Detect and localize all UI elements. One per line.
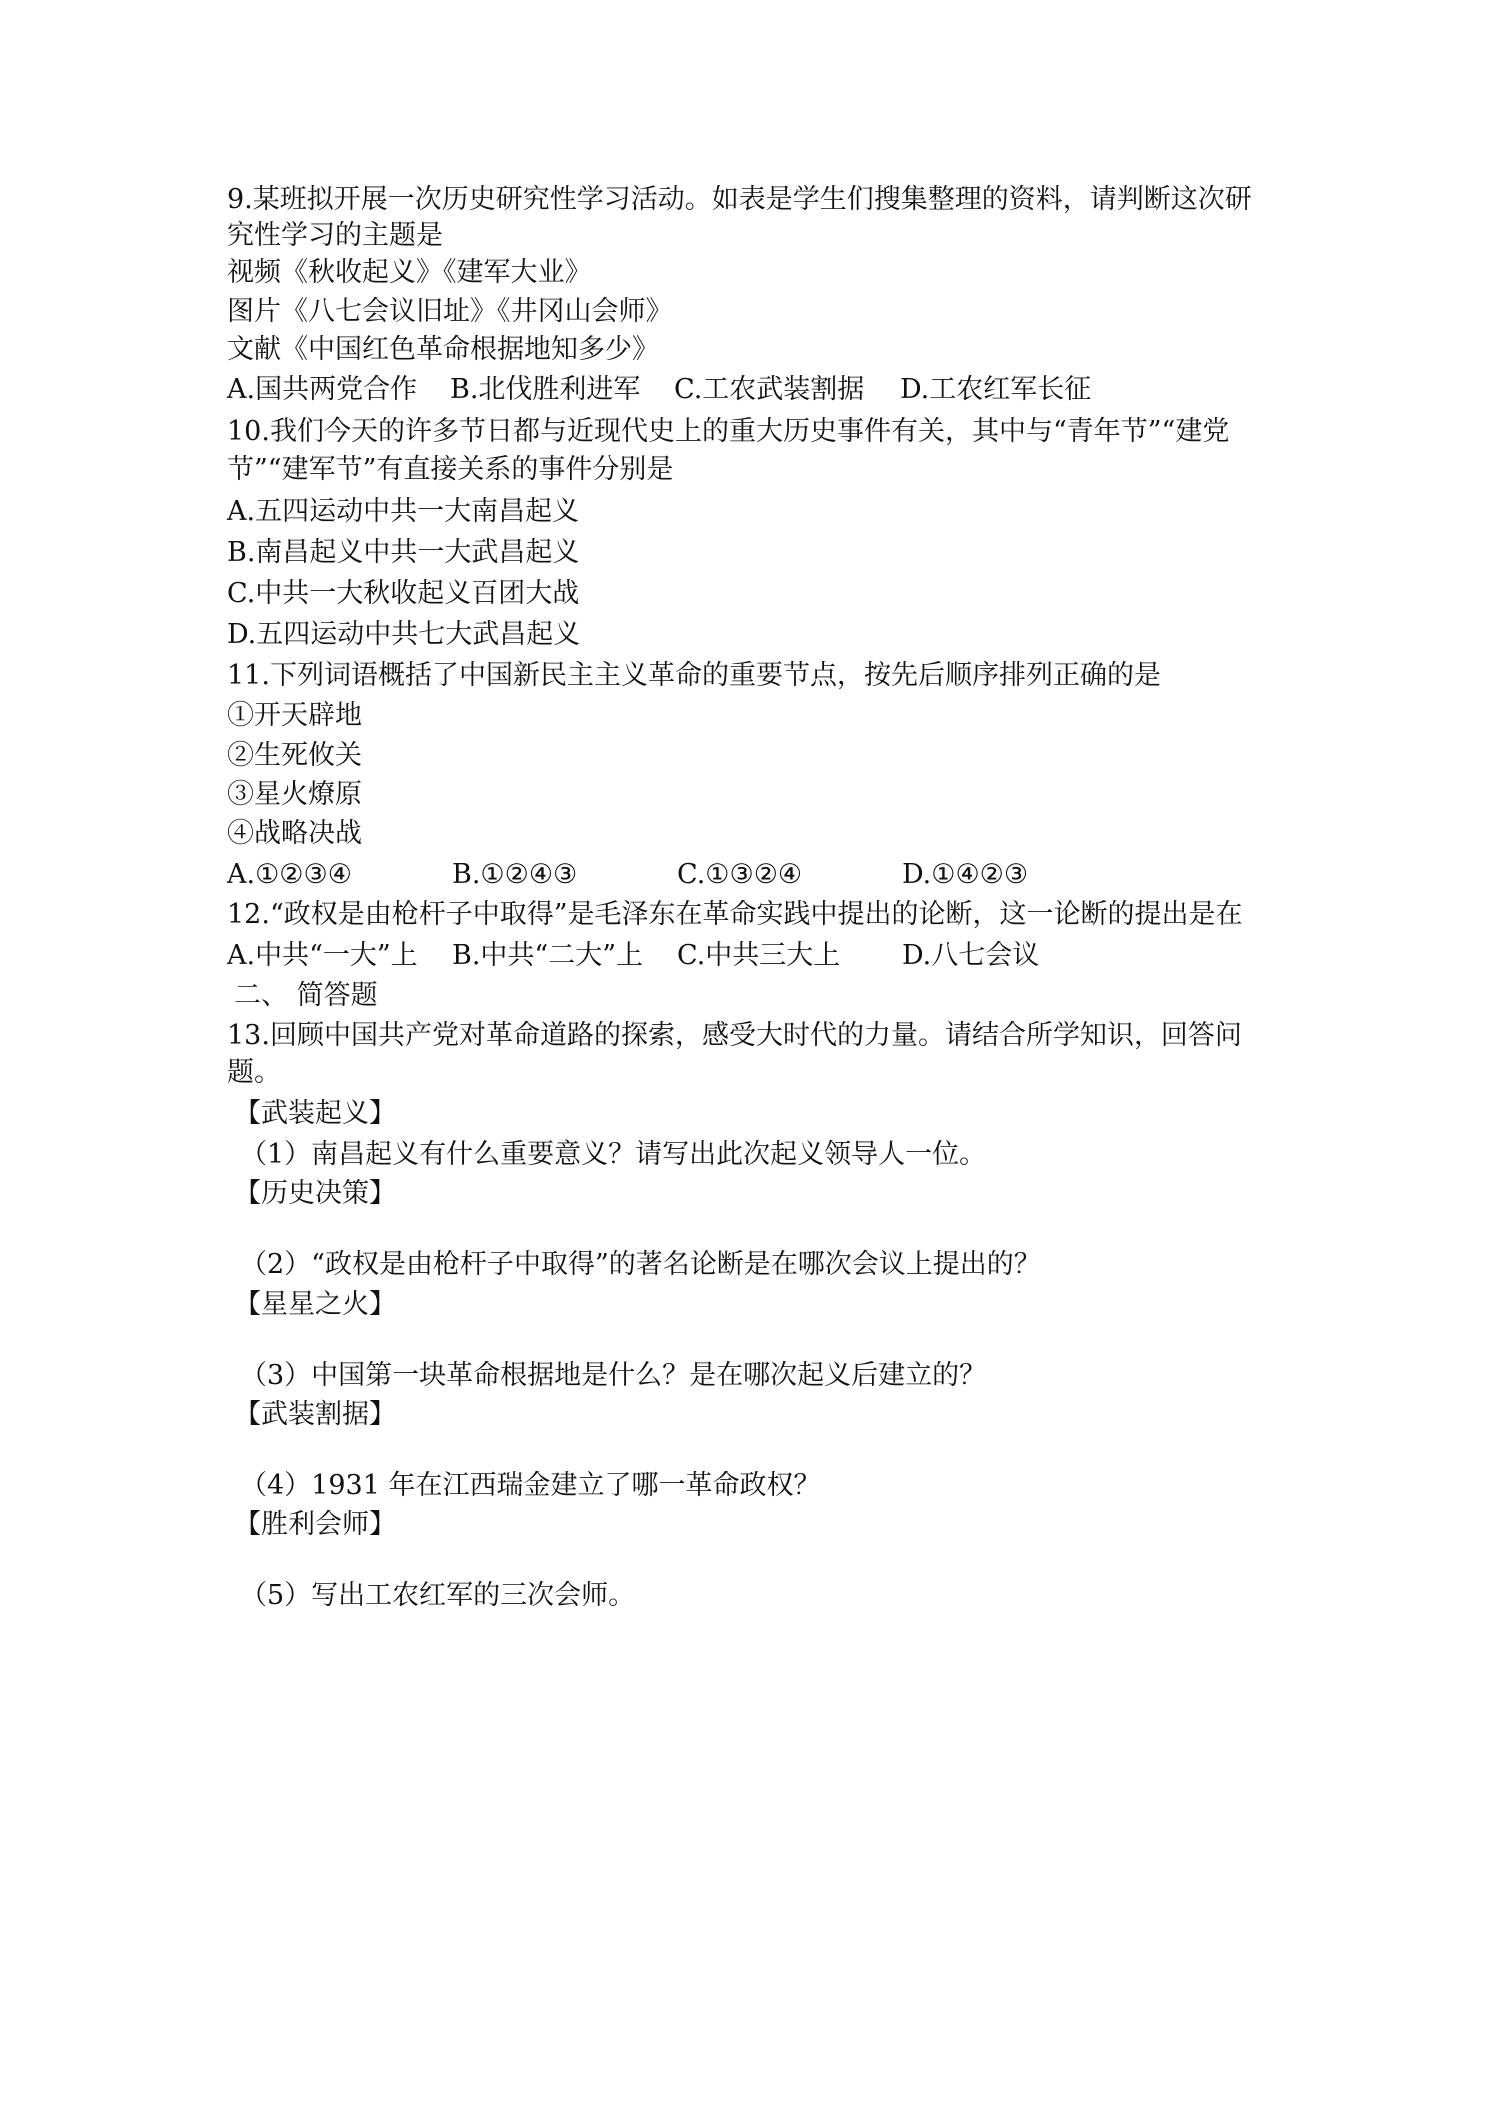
q9-option-b: B.北伐胜利进军	[450, 374, 641, 405]
q13-stem-line1: 13.回顾中国共产党对革命道路的探索，感受大时代的力量。请结合所学知识，回答问	[227, 1020, 1242, 1051]
q10-stem-line1: 10.我们今天的许多节日都与近现代史上的重大历史事件有关，其中与“青年节”“建党	[227, 416, 1230, 447]
q11-option-a: A.①②③④	[227, 859, 352, 890]
q9-material-video: 视频《秋收起义》《建军大业》	[227, 257, 592, 288]
q9-material-document: 文献《中国红色革命根据地知多少》	[227, 334, 659, 365]
q12-option-a: A.中共“一大”上	[227, 940, 418, 971]
q13-part5-heading: 【胜利会师】	[234, 1509, 396, 1540]
q12-options	[227, 936, 1039, 976]
q9-option-a: A.国共两党合作	[227, 374, 418, 405]
section-heading: 二、 简答题	[234, 980, 378, 1011]
q11-stem: 11.下列词语概括了中国新民主主义革命的重要节点，按先后顺序排列正确的是	[227, 660, 1161, 691]
q10-option-c: C.中共一大秋收起义百团大战	[227, 578, 580, 609]
q10-option-d: D.五四运动中共七大武昌起义	[227, 619, 581, 650]
q11-options	[227, 855, 1028, 895]
q12-option-d: D.八七会议	[902, 940, 1040, 971]
q9-option-d: D.工农红军长征	[900, 374, 1092, 405]
q11-option-b: B.①②④③	[452, 859, 578, 890]
q13-part1-question: （1）南昌起义有什么重要意义？请写出此次起义领导人一位。	[240, 1139, 987, 1170]
q13-part5-question: （5）写出工农红军的三次会师。	[240, 1580, 636, 1611]
q13-part1-heading: 【武装起义】	[234, 1098, 396, 1129]
q12-option-b: B.中共“二大”上	[452, 940, 644, 971]
q9-options	[227, 370, 1091, 410]
q12-stem: 12.“政权是由枪杆子中取得”是毛泽东在革命实践中提出的论断，这一论断的提出是在	[227, 899, 1243, 930]
q13-part2-question: （2）“政权是由枪杆子中取得”的著名论断是在哪次会议上提出的？	[240, 1249, 1041, 1280]
q10-option-a: A.五四运动中共一大南昌起义	[227, 496, 580, 527]
q13-part2-heading: 【历史决策】	[234, 1178, 396, 1209]
q11-option-c: C.①③②④	[677, 859, 803, 890]
q9-stem-line1: 9.某班拟开展一次历史研究性学习活动。如表是学生们搜集整理的资料，请判断这次研	[227, 184, 1252, 215]
q13-part3-heading: 【星星之火】	[234, 1289, 396, 1320]
q11-option-d: D.①④②③	[902, 859, 1029, 890]
q9-material-picture: 图片《八七会议旧址》《井冈山会师》	[227, 296, 673, 327]
q11-item-4: ④战略决战	[227, 818, 362, 849]
q9-stem-line2: 究性学习的主题是	[227, 220, 443, 251]
q13-part4-question: （4）1931 年在江西瑞金建立了哪一革命政权？	[240, 1470, 821, 1501]
q10-stem-line2: 节”“建军节”有直接关系的事件分别是	[227, 454, 674, 485]
q9-option-c: C.工农武装割据	[674, 374, 865, 405]
q11-item-2: ②生死攸关	[227, 740, 362, 771]
q13-stem-line2: 题。	[227, 1057, 281, 1088]
q13-part4-heading: 【武装割据】	[234, 1399, 396, 1430]
q10-option-b: B.南昌起义中共一大武昌起义	[227, 537, 580, 568]
q11-item-3: ③星火燎原	[227, 779, 362, 810]
q12-option-c: C.中共三大上	[677, 940, 841, 971]
q11-item-1: ①开天辟地	[227, 700, 362, 731]
q13-part3-question: （3）中国第一块革命根据地是什么？是在哪次起义后建立的？	[240, 1360, 987, 1391]
